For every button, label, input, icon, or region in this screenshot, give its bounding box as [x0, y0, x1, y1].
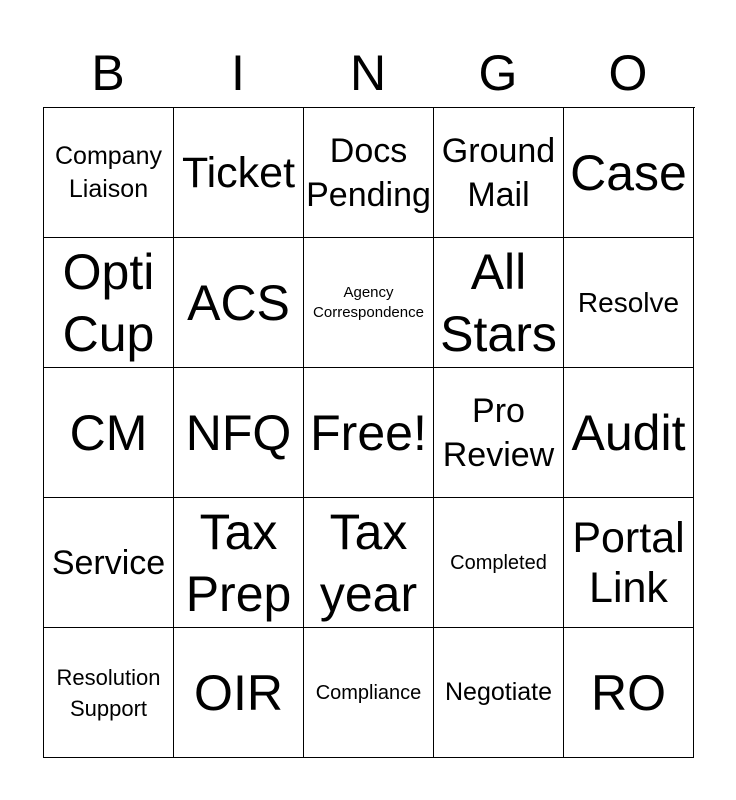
free-space-cell[interactable] [304, 368, 434, 498]
cell-label: RO [591, 664, 666, 721]
free-space-label: Free! [310, 404, 427, 461]
cell-label: NFQ [185, 404, 292, 461]
bingo-cell[interactable] [174, 368, 304, 498]
cell-label: Company Liaison [55, 141, 162, 203]
bingo-cell[interactable] [304, 238, 434, 368]
bingo-cell[interactable] [174, 628, 304, 758]
bingo-cell[interactable] [44, 628, 174, 758]
bingo-cell[interactable] [434, 628, 564, 758]
bingo-cell[interactable] [174, 498, 304, 628]
cell-label: Audit [571, 404, 686, 461]
cell-label: Ground Mail [441, 131, 556, 214]
cell-label: All Stars [440, 243, 557, 362]
cell-label: Resolution Support [56, 664, 161, 721]
bingo-header [43, 40, 693, 106]
bingo-cell[interactable] [564, 368, 694, 498]
bingo-cell[interactable] [564, 108, 694, 238]
bingo-cell[interactable] [44, 498, 174, 628]
cell-label: Negotiate [444, 678, 553, 706]
cell-label: Completed [450, 551, 547, 574]
cell-label: Agency Correspondence [313, 283, 424, 321]
cell-label: CM [69, 404, 148, 461]
header-letter-b: B [91, 45, 125, 101]
bingo-cell[interactable] [44, 368, 174, 498]
bingo-cell[interactable] [434, 108, 564, 238]
bingo-cell[interactable] [564, 238, 694, 368]
header-letter-n: N [349, 45, 387, 101]
header-letter-g: G [478, 45, 518, 101]
cell-label: Case [570, 144, 687, 201]
bingo-cell[interactable] [304, 108, 434, 238]
bingo-cell[interactable] [564, 628, 694, 758]
bingo-cell[interactable] [44, 108, 174, 238]
bingo-cell[interactable] [564, 498, 694, 628]
cell-label: Tax year [319, 503, 418, 622]
bingo-cell[interactable] [304, 628, 434, 758]
header-letter-i: I [231, 45, 245, 101]
cell-label: Resolve [577, 287, 680, 318]
cell-label: ACS [187, 274, 290, 331]
cell-label: OIR [194, 664, 283, 721]
cell-label: Opti Cup [62, 243, 155, 362]
cell-label: Pro Review [442, 391, 555, 474]
bingo-cell[interactable] [44, 238, 174, 368]
bingo-board [43, 107, 695, 758]
bingo-cell[interactable] [434, 498, 564, 628]
cell-label: Docs Pending [306, 131, 431, 214]
bingo-cell[interactable] [434, 368, 564, 498]
bingo-cell[interactable] [434, 238, 564, 368]
bingo-cell[interactable] [304, 498, 434, 628]
cell-label: Portal Link [572, 513, 685, 612]
cell-label: Compliance [315, 681, 422, 704]
cell-label: Service [51, 543, 166, 582]
cell-label: Tax Prep [185, 503, 292, 622]
bingo-cell[interactable] [174, 108, 304, 238]
header-letter-o: O [608, 45, 648, 101]
cell-label: Ticket [181, 148, 296, 197]
bingo-cell[interactable] [174, 238, 304, 368]
